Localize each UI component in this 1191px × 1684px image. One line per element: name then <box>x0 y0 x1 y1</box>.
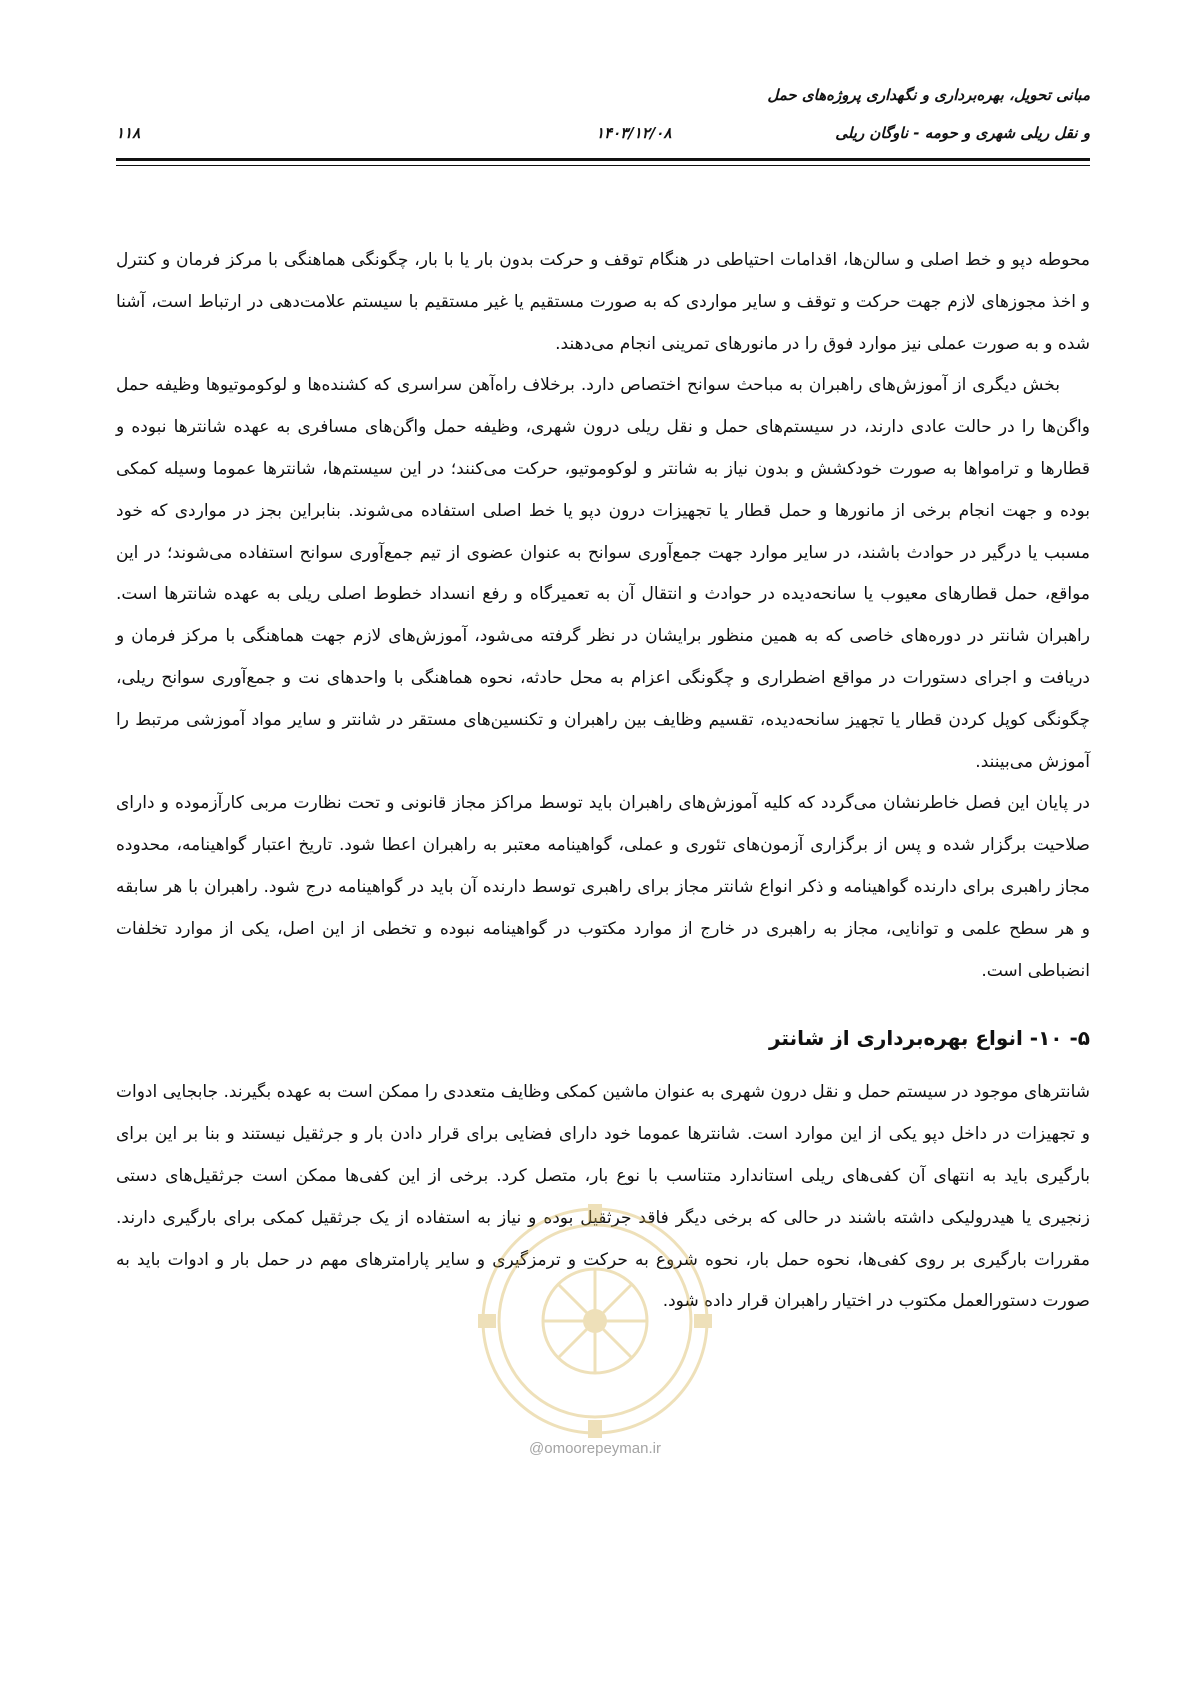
page-body <box>116 240 1090 1323</box>
body-paragraph-2: بخش دیگری از آموزش‌های راهبران به مباحث سوانح اختصاص دارد. برخلاف راه‌آهن سراسری که کشنده‌ها و لوکوموتیوها وظیفه حمل واگن‌ها را در حالت عادی دارند، در سیستم‌های حمل و نقل ریلی درون شهری، وظیفه حمل واگن‌های مسافری به عهده شانترها نبوده و قطارها و تراموا‌ها به صورت خودکشش و بدون نیاز به شانتر و لوکوموتیو، حرکت می‌کنند؛ در این سیستم‌ها، شانترها عموما وسیله کمکی بوده و جهت انجام برخی از مانورها و حمل قطار یا تجهیزات درون دپو یا خط اصلی استفاده می‌شوند. بنابراین بجز در مواردی که خود مسبب یا درگیر در حوادث باشند، در سایر موارد جهت جمع‌آوری سوانح به عنوان عضوی از تیم جمع‌آوری سوانح استفاده می‌شوند؛ در این مواقع، حمل قطارهای معیوب یا سانحه‌دیده در حوادث و انتقال آن به تعمیرگاه و رفع انسداد خطوط اصلی ریلی به عهده شانترها است. راهبران شانتر در دوره‌های خاصی که به همین منظور برایشان در نظر گرفته می‌شود، آموزش‌های لازم جهت هماهنگی با مرکز فرمان و دریافت و اجرای دستورات در مواقع اضطراری و چگونگی اعزام به محل حادثه، نحوه هماهنگی با واحدهای نت و جمع‌آوری سوانح ریلی، چگونگی کوپل کردن قطار یا تجهیز سانحه‌دیده، تقسیم وظایف بین راهبران و تکنسین‌های مستقر در شانتر و سایر مواد آموزشی مرتبط را آموزش می‌بینند. <box>116 375 1090 772</box>
body-paragraph-1: محوطه دپو و خط اصلی و سالن‌ها، اقدامات احتیاطی در هنگام توقف و حرکت بدون بار یا با بار، چگونگی هماهنگی با مرکز فرمان و کنترل و اخذ مجوزهای لازم جهت حرکت و توقف و سایر مواردی که به صورت مستقیم یا غیر مستقیم با سیستم علامت‌دهی در ارتباط است، آشنا شده و به صورت عملی نیز موارد فوق را در مانورهای تمرینی انجام می‌دهند. <box>116 250 1090 354</box>
section-heading: ۵- ۱۰- انواع بهره‌برداری از شانتر <box>768 1026 1090 1051</box>
header-book-title-line-1: مبانی تحویل، بهره‌برداری و نگهداری پروژه‌های حمل <box>767 86 1090 104</box>
header-date: ۱۴۰۳/۱۲/۰۸ <box>596 124 672 142</box>
section-paragraph: شانترهای موجود در سیستم حمل و نقل درون شهری به عنوان ماشین کمکی وظایف متعددی را ممکن است به عهده بگیرند. جابجایی ادوات و تجهیزات در داخل دپو یکی از این موارد است. شانترها عموما خود دارای فضایی برای قرار دادن بار و جرثقیل نیستند و بنا بر این برای بارگیری باید به انتهای آن کفی‌های ریلی استاندارد متناسب با نوع بار، متصل کرد. برخی از این کفی‌ها ممکن است جرثقیل‌های دستی زنجیری یا هیدرولیکی داشته باشند در حالی که برخی دیگر فاقد جرثقیل بوده و نیاز به استفاده از یک جرثقیل کمکی برای بارگیری دارند. مقررات بارگیری بر روی کفی‌ها، نحوه حمل بار، نحوه شروع به حرکت و ترمزگیری و سایر پارامترهای مهم در حمل بار و ادوات باید به صورت دستورالعمل مکتوب در اختیار راهبران قرار داده شود. <box>116 1082 1090 1312</box>
watermark-website: @omoorepeyman.ir <box>529 1440 661 1457</box>
header-book-title-line-2: و نقل ریلی شهری و حومه - ناوگان ریلی <box>835 124 1090 142</box>
header-divider <box>116 158 1090 166</box>
body-paragraph-3: در پایان این فصل خاطرنشان می‌گردد که کلیه آموزش‌های راهبران باید توسط مراکز مجاز قانونی و تحت نظارت مربی کارآزموده و دارای صلاحیت برگزار شده و پس از برگزاری آزمون‌های تئوری و عملی، گواهینامه معتبر به راهبران اعطا شود. تاریخ اعتبار گواهینامه، محدوده مجاز راهبری برای دارنده گواهینامه و ذکر انواع شانتر مجاز برای راهبری توسط دارنده آن باید در گواهینامه درج شود. راهبران با هر سابقه و هر سطح علمی و توانایی، مجاز به راهبری در خارج از موارد مکتوب در گواهینامه نبوده و تخطی از این اصل، یکی از موارد تخلفات انضباطی است. <box>116 793 1090 981</box>
page-number: ۱۱۸ <box>116 124 141 142</box>
page-header <box>116 80 1090 158</box>
